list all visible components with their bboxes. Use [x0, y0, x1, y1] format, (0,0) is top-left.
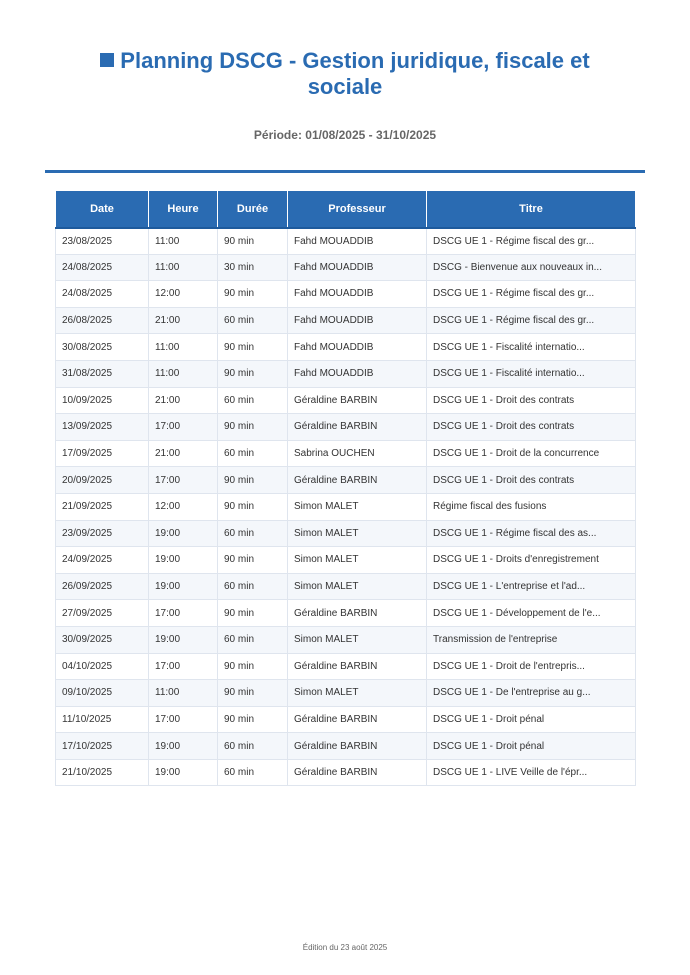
- cell-date: 24/09/2025: [56, 547, 149, 574]
- cell-time: 11:00: [149, 254, 218, 281]
- cell-date: 30/09/2025: [56, 626, 149, 653]
- cell-duration: 60 min: [218, 733, 288, 760]
- cell-teacher: Fahd MOUADDIB: [288, 228, 427, 255]
- table-row: [56, 520, 636, 547]
- cell-date: 26/09/2025: [56, 573, 149, 600]
- cell-teacher: Géraldine BARBIN: [288, 467, 427, 494]
- cell-date: 04/10/2025: [56, 653, 149, 680]
- cell-date: 09/10/2025: [56, 680, 149, 707]
- cell-title: DSCG UE 1 - Droit pénal: [427, 733, 636, 760]
- cell-title: DSCG UE 1 - Régime fiscal des gr...: [427, 281, 636, 308]
- cell-time: 11:00: [149, 334, 218, 361]
- cell-duration: 60 min: [218, 573, 288, 600]
- cell-duration: 90 min: [218, 653, 288, 680]
- cell-teacher: Simon MALET: [288, 626, 427, 653]
- cell-date: 17/09/2025: [56, 440, 149, 467]
- cell-title: DSCG - Bienvenue aux nouveaux in...: [427, 254, 636, 281]
- cell-time: 19:00: [149, 626, 218, 653]
- cell-duration: 60 min: [218, 440, 288, 467]
- cell-title: DSCG UE 1 - Fiscalité internatio...: [427, 334, 636, 361]
- schedule-table: [55, 190, 636, 786]
- cell-date: 23/08/2025: [56, 228, 149, 255]
- edition-date: Édition du 23 août 2025: [302, 943, 388, 952]
- cell-teacher: Géraldine BARBIN: [288, 733, 427, 760]
- table-row: [56, 706, 636, 733]
- cell-time: 21:00: [149, 387, 218, 414]
- table-row: [56, 547, 636, 574]
- cell-teacher: Géraldine BARBIN: [288, 653, 427, 680]
- cell-title: DSCG UE 1 - LIVE Veille de l'épr...: [427, 759, 636, 786]
- column-header-date: Date: [56, 191, 149, 228]
- cell-teacher: Géraldine BARBIN: [288, 414, 427, 441]
- cell-teacher: Géraldine BARBIN: [288, 706, 427, 733]
- table-row: [56, 254, 636, 281]
- cell-duration: 90 min: [218, 334, 288, 361]
- cell-date: 21/09/2025: [56, 493, 149, 520]
- cell-duration: 60 min: [218, 759, 288, 786]
- cell-duration: 90 min: [218, 467, 288, 494]
- cell-time: 19:00: [149, 759, 218, 786]
- cell-duration: 90 min: [218, 547, 288, 574]
- table-row: [56, 680, 636, 707]
- cell-duration: 90 min: [218, 228, 288, 255]
- table-row: [56, 414, 636, 441]
- cell-teacher: Géraldine BARBIN: [288, 600, 427, 627]
- table-row: [56, 360, 636, 387]
- cell-title: DSCG UE 1 - Régime fiscal des gr...: [427, 307, 636, 334]
- cell-date: 27/09/2025: [56, 600, 149, 627]
- page-title-text: Planning DSCG - Gestion juridique, fiscale et sociale: [120, 48, 590, 99]
- cell-title: Transmission de l'entreprise: [427, 626, 636, 653]
- cell-teacher: Simon MALET: [288, 493, 427, 520]
- cell-time: 17:00: [149, 653, 218, 680]
- cell-time: 12:00: [149, 493, 218, 520]
- table-row: [56, 626, 636, 653]
- table-row: [56, 653, 636, 680]
- square-icon: [100, 53, 114, 67]
- cell-duration: 60 min: [218, 387, 288, 414]
- column-header-title: Titre: [427, 191, 636, 228]
- table-row: [56, 493, 636, 520]
- cell-time: 21:00: [149, 440, 218, 467]
- cell-teacher: Géraldine BARBIN: [288, 387, 427, 414]
- cell-duration: 60 min: [218, 626, 288, 653]
- cell-time: 19:00: [149, 520, 218, 547]
- cell-time: 17:00: [149, 467, 218, 494]
- cell-duration: 60 min: [218, 520, 288, 547]
- cell-date: 23/09/2025: [56, 520, 149, 547]
- cell-time: 17:00: [149, 414, 218, 441]
- cell-time: 17:00: [149, 600, 218, 627]
- cell-teacher: Simon MALET: [288, 680, 427, 707]
- table-row: [56, 334, 636, 361]
- table-row: [56, 307, 636, 334]
- table-row: [56, 759, 636, 786]
- cell-title: DSCG UE 1 - Fiscalité internatio...: [427, 360, 636, 387]
- cell-duration: 60 min: [218, 307, 288, 334]
- cell-time: 19:00: [149, 573, 218, 600]
- cell-title: DSCG UE 1 - De l'entreprise au g...: [427, 680, 636, 707]
- header-divider: [45, 170, 645, 173]
- cell-title: Régime fiscal des fusions: [427, 493, 636, 520]
- cell-duration: 30 min: [218, 254, 288, 281]
- table-row: [56, 281, 636, 308]
- table-header-row: [56, 191, 636, 228]
- table-row: [56, 733, 636, 760]
- cell-title: DSCG UE 1 - Droit des contrats: [427, 414, 636, 441]
- cell-teacher: Simon MALET: [288, 547, 427, 574]
- cell-date: 10/09/2025: [56, 387, 149, 414]
- table-body: [56, 228, 636, 786]
- cell-teacher: Simon MALET: [288, 573, 427, 600]
- table-row: [56, 387, 636, 414]
- cell-title: DSCG UE 1 - Droit de l'entrepris...: [427, 653, 636, 680]
- cell-teacher: Sabrina OUCHEN: [288, 440, 427, 467]
- cell-time: 12:00: [149, 281, 218, 308]
- cell-time: 19:00: [149, 547, 218, 574]
- table-row: [56, 467, 636, 494]
- cell-teacher: Simon MALET: [288, 520, 427, 547]
- cell-duration: 90 min: [218, 493, 288, 520]
- cell-duration: 90 min: [218, 600, 288, 627]
- cell-teacher: Fahd MOUADDIB: [288, 254, 427, 281]
- cell-date: 26/08/2025: [56, 307, 149, 334]
- column-header-time: Heure: [149, 191, 218, 228]
- cell-duration: 90 min: [218, 680, 288, 707]
- cell-teacher: Fahd MOUADDIB: [288, 281, 427, 308]
- cell-duration: 90 min: [218, 281, 288, 308]
- page-header: [60, 48, 630, 100]
- cell-time: 11:00: [149, 680, 218, 707]
- table-row: [56, 228, 636, 255]
- cell-title: DSCG UE 1 - Droit pénal: [427, 706, 636, 733]
- page-title: [60, 48, 630, 100]
- cell-title: DSCG UE 1 - Régime fiscal des as...: [427, 520, 636, 547]
- cell-date: 31/08/2025: [56, 360, 149, 387]
- cell-date: 30/08/2025: [56, 334, 149, 361]
- cell-title: DSCG UE 1 - Développement de l'e...: [427, 600, 636, 627]
- cell-duration: 90 min: [218, 414, 288, 441]
- cell-duration: 90 min: [218, 706, 288, 733]
- cell-time: 11:00: [149, 228, 218, 255]
- cell-title: DSCG UE 1 - L'entreprise et l'ad...: [427, 573, 636, 600]
- cell-date: 21/10/2025: [56, 759, 149, 786]
- table-row: [56, 600, 636, 627]
- cell-title: DSCG UE 1 - Droits d'enregistrement: [427, 547, 636, 574]
- cell-teacher: Fahd MOUADDIB: [288, 307, 427, 334]
- cell-teacher: Fahd MOUADDIB: [288, 334, 427, 361]
- cell-duration: 90 min: [218, 360, 288, 387]
- cell-date: 11/10/2025: [56, 706, 149, 733]
- cell-teacher: Géraldine BARBIN: [288, 759, 427, 786]
- column-header-duration: Durée: [218, 191, 288, 228]
- table-row: [56, 440, 636, 467]
- cell-date: 13/09/2025: [56, 414, 149, 441]
- cell-time: 21:00: [149, 307, 218, 334]
- table-row: [56, 573, 636, 600]
- cell-time: 19:00: [149, 733, 218, 760]
- cell-date: 17/10/2025: [56, 733, 149, 760]
- cell-title: DSCG UE 1 - Droit de la concurrence: [427, 440, 636, 467]
- cell-date: 24/08/2025: [56, 281, 149, 308]
- cell-title: DSCG UE 1 - Droit des contrats: [427, 467, 636, 494]
- cell-teacher: Fahd MOUADDIB: [288, 360, 427, 387]
- column-header-teacher: Professeur: [288, 191, 427, 228]
- cell-time: 17:00: [149, 706, 218, 733]
- cell-time: 11:00: [149, 360, 218, 387]
- cell-date: 20/09/2025: [56, 467, 149, 494]
- cell-title: DSCG UE 1 - Droit des contrats: [427, 387, 636, 414]
- period-range: Période: 01/08/2025 - 31/10/2025: [253, 128, 437, 142]
- cell-date: 24/08/2025: [56, 254, 149, 281]
- cell-title: DSCG UE 1 - Régime fiscal des gr...: [427, 228, 636, 255]
